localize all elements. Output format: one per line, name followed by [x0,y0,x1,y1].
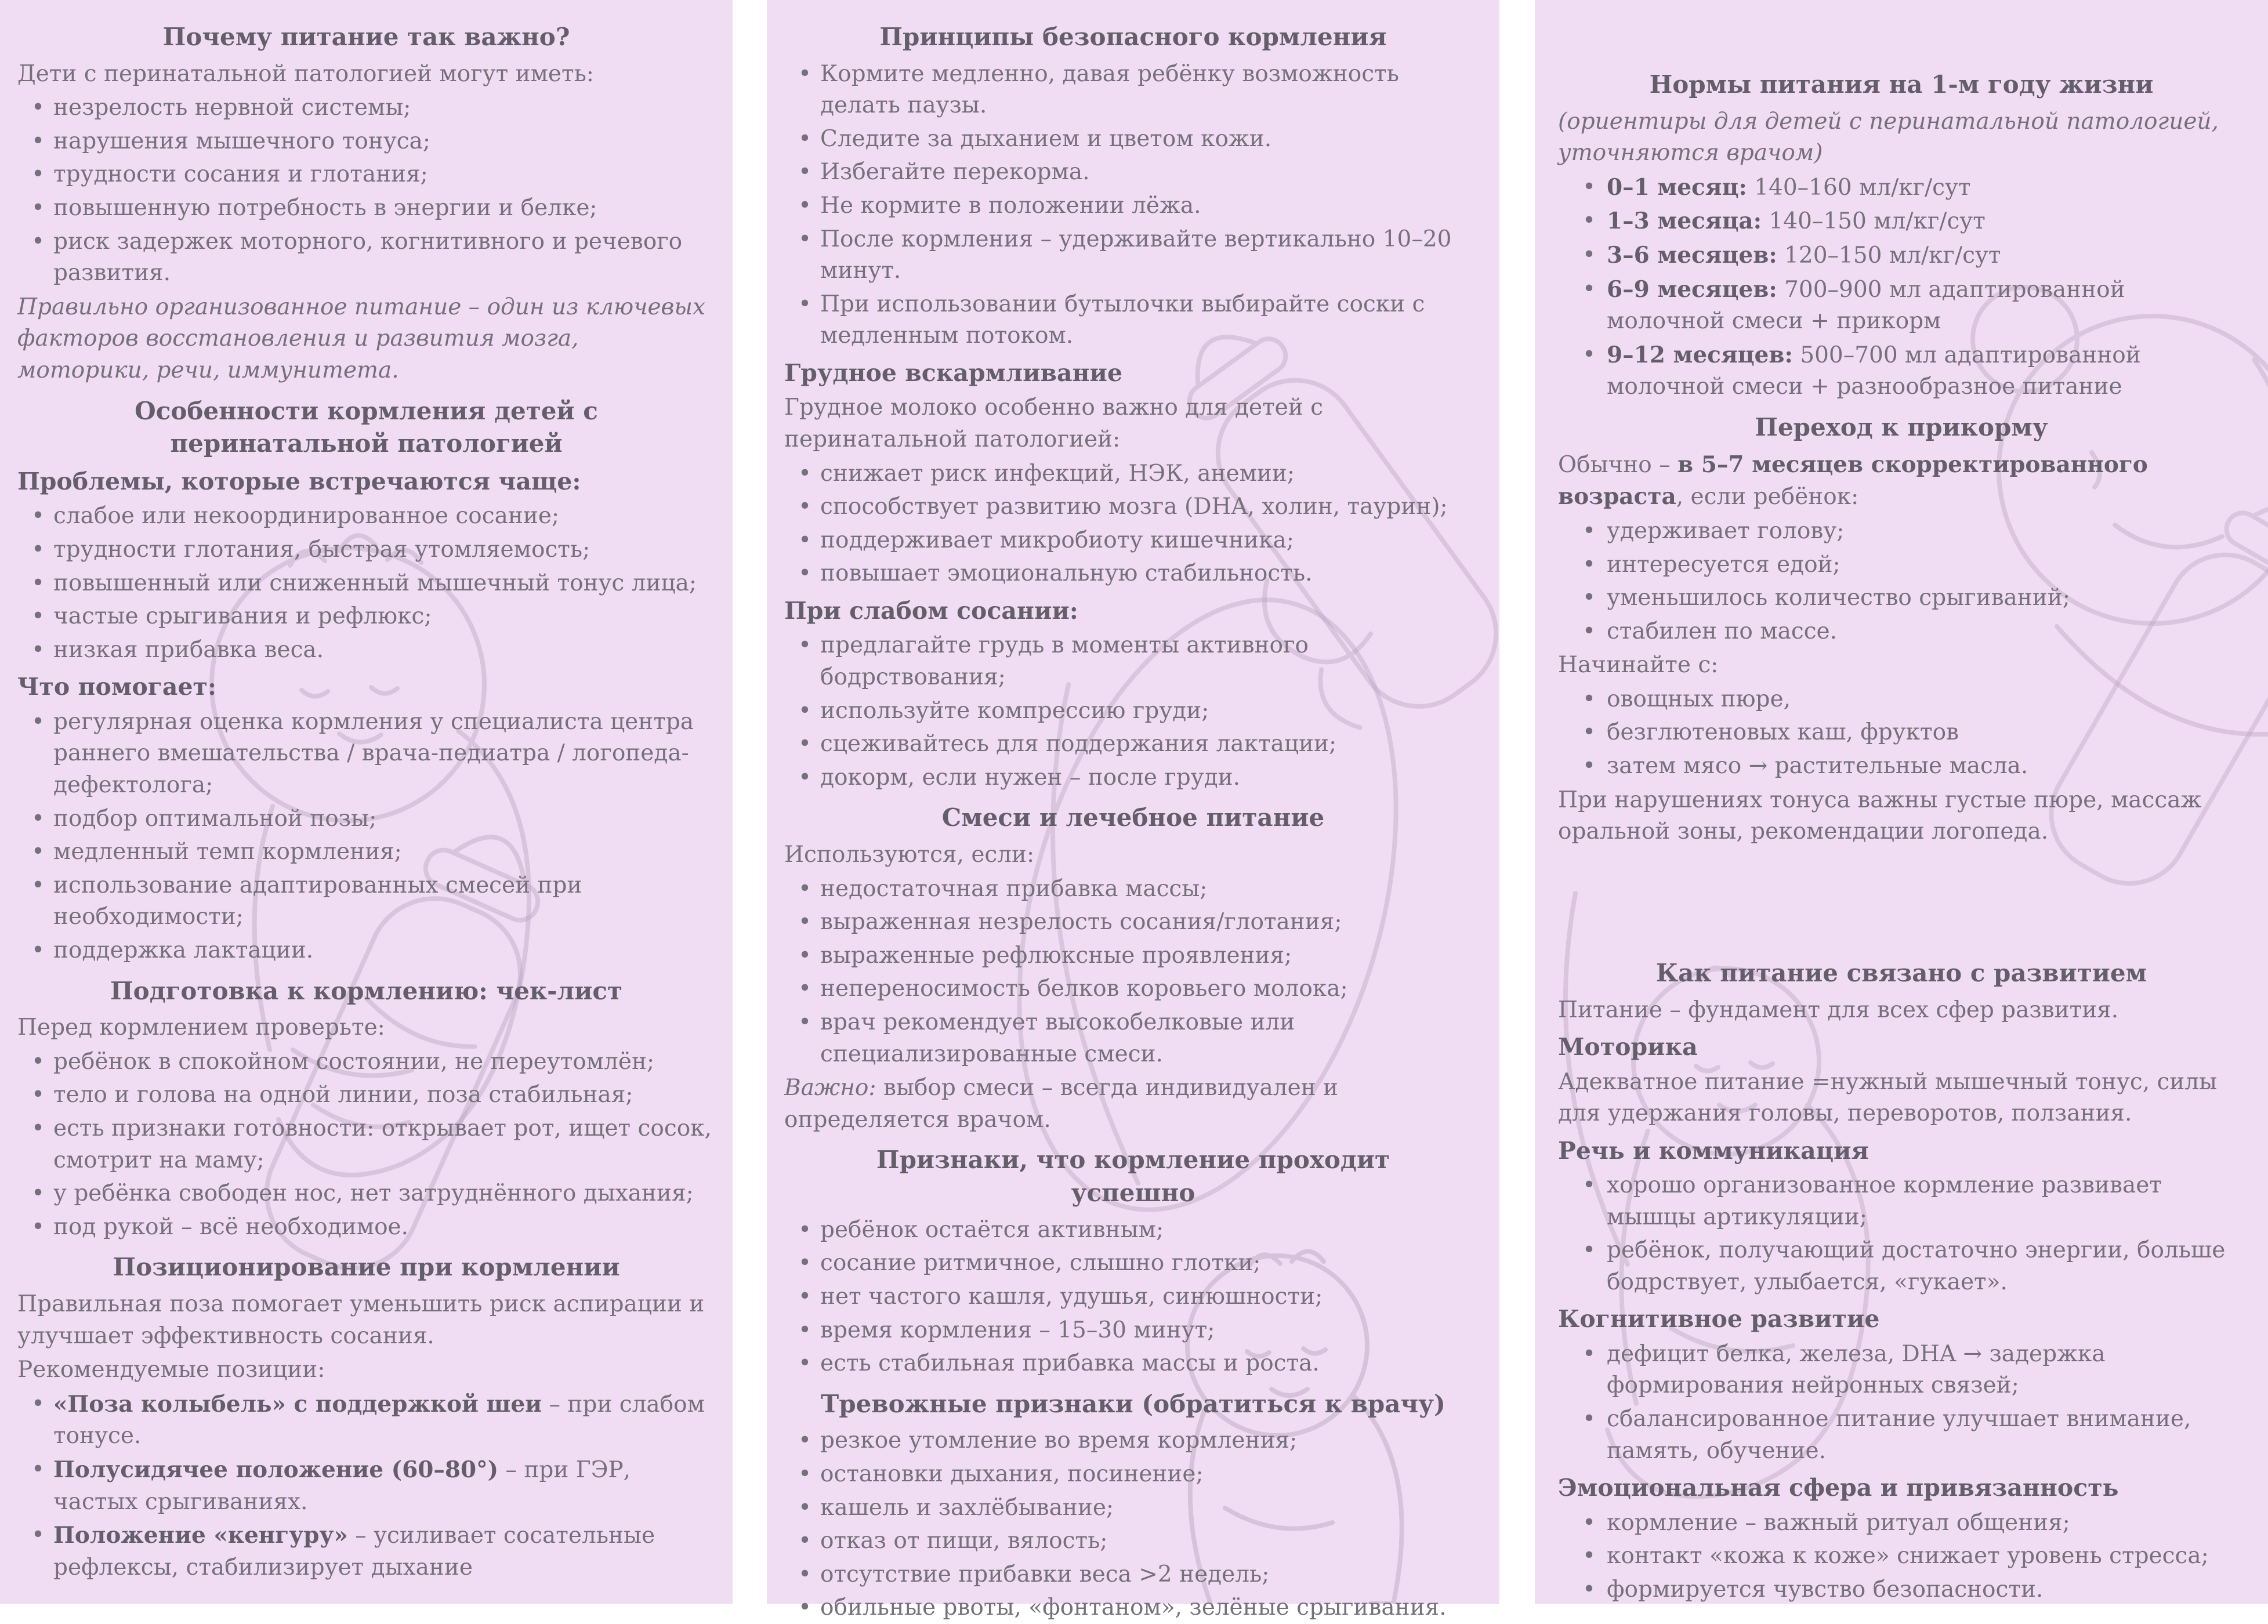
bullet-item [17,568,715,600]
section-title [814,802,1452,835]
text-run: 6–9 месяцев: [1607,276,1777,303]
text-run: недостаточная прибавка массы; [820,875,1208,902]
text-run: Важно: [784,1075,876,1101]
text-run: выбор смеси – всегда индивидуален и определяется врачом. [784,1075,1339,1133]
text-run: – усиливает сосательные рефлексы, стабилизирует дыхание [53,1522,655,1580]
section-title [48,1251,686,1284]
text-run: 700–900 мл адаптированной молочной смеси + прикорм [1607,276,2125,335]
bullet-item [784,190,1482,222]
text-run: незрелость нервной системы; [53,95,411,121]
text-run: При нарушениях тонуса важны густые пюре, массаж оральной зоны, рекомендации логопеда. [1558,786,2202,845]
panel-content-safe-feeding [784,21,1482,1624]
bullet-item [17,836,715,868]
bullet-list [17,1046,715,1244]
text-run: контакт «кожа к коже» снижает уровень стресса; [1607,1543,2209,1569]
text-run: Что помогает: [17,673,217,701]
text-run: После кормления – удерживайте вертикально 10–20 минут. [820,226,1452,284]
bullet-item [1558,1235,2245,1298]
bullet-item [784,1248,1482,1279]
bullet-item [784,1315,1482,1347]
section-title [1582,68,2220,102]
text-run: под рукой – всё необходимое. [53,1213,409,1240]
text-run: Эмоциональная сфера и привязанность [1558,1474,2119,1502]
bullet-item [17,706,715,802]
bullet-item [784,695,1482,727]
bullet-item [784,1492,1482,1524]
text-run: Позиционирование при кормлении [113,1253,620,1282]
bullet-item [784,157,1482,188]
text-run: дефицит белка, железа, DHA → задержка формирования нейронных связей; [1607,1340,2106,1399]
bullet-item [784,973,1482,1005]
text-run: Не кормите в положении лёжа. [820,193,1201,219]
text-run: Речь и коммуникация [1558,1136,1869,1165]
bullet-item [17,1520,715,1583]
text-run: При слабом сосании: [784,596,1078,625]
paragraph [17,1012,715,1044]
text-run: у ребёнка свободен нос, нет затруднённого дыхания; [53,1180,694,1207]
text-run: Правильная поза помогает уменьшить риск аспирации и улучшает эффективность сосания. [17,1291,705,1349]
text-run: 120–150 мл/кг/сут [1777,242,2001,269]
bullet-list [784,59,1482,352]
text-run: низкая прибавка веса. [53,636,324,663]
text-run: Грудное молоко особенно важно для детей с перинатальной патологией: [784,394,1323,453]
paragraph [1558,1067,2245,1130]
bullet-item [1558,172,2245,204]
bullet-item [784,873,1482,905]
bullet-item [1558,684,2245,716]
text-run: безглютеновых каш, фруктов [1607,719,1959,746]
bullet-list [1558,1339,2245,1467]
text-run: 500–700 мл адаптированной молочной смеси + разнообразное питание [1607,342,2141,400]
bullet-item [784,124,1482,155]
bullet-item [1558,1170,2245,1233]
bullet-item [17,1046,715,1078]
text-run: ребёнок остаётся активным; [820,1216,1164,1243]
text-run: слабое или некоординированное сосание; [53,503,560,530]
bullet-item [1558,616,2245,648]
text-run: Моторика [1558,1033,1698,1061]
bullet-item [784,1592,1482,1624]
bullet-item [1558,751,2245,782]
bullet-item [17,1079,715,1111]
bullet-item [17,601,715,633]
text-run: поддерживает микробиоту кишечника; [820,527,1294,553]
bullet-item [784,224,1482,287]
bullet-item [784,1348,1482,1380]
bullet-item [17,159,715,191]
text-run: нарушения мышечного тонуса; [53,128,430,154]
text-run: 140–150 мл/кг/сут [1762,208,1986,235]
section-subheading [1558,1134,2245,1168]
text-run: повышенную потребность в энергии и белке; [53,195,597,222]
text-run: Полусидячее положение (60–80°) [53,1456,499,1483]
bullet-list [1558,684,2245,782]
bullet-item [1558,516,2245,548]
text-run: сбалансированное питание улучшает внимание, память, обучение. [1607,1406,2191,1464]
section-subheading [1558,1471,2245,1505]
section-title [814,1388,1452,1421]
text-run: – при ГЭР, частых срыгиваниях. [53,1457,631,1515]
text-run: Переход к прикорму [1755,413,2048,442]
text-run: ребёнок в спокойном состоянии, не переутомлён; [53,1048,655,1075]
text-run: трудности глотания, быстрая утомляемость; [53,536,590,563]
text-run: сосание ритмичное, слышно глотки; [820,1250,1261,1277]
bullet-list [784,1215,1482,1380]
text-run: 3–6 месяцев: [1607,242,1777,269]
bullet-item [784,1215,1482,1246]
bullet-item [784,289,1482,352]
text-run: Питание – фундамент для всех сфер развития. [1558,996,2119,1023]
section-title [1582,957,2220,990]
text-run: интересуется едой; [1607,551,1841,578]
bullet-item [1558,1507,2245,1539]
bullet-item [17,1113,715,1176]
panel-safe-feeding [767,0,1499,1621]
bullet-item [17,534,715,566]
text-run: поддержка лактации. [53,937,314,963]
text-run: в 5–7 месяцев скорректированного возраста [1558,451,2148,510]
section-subheading [17,465,715,498]
text-run: нет частого кашля, удушья, синюшности; [820,1283,1323,1310]
text-run: тело и голова на одной линии, поза стабильная; [53,1082,633,1108]
bullet-item [17,635,715,666]
text-run: резкое утомление во время кормления; [820,1427,1298,1454]
bullet-item [1558,582,2245,614]
text-run: Адекватное питание =нужный мышечный тонус, силы для удержания головы, переворотов, ползания. [1558,1068,2218,1127]
text-run: отказ от пищи, вялость; [820,1528,1108,1554]
text-run: При использовании бутылочки выбирайте соски с медленным потоком. [820,291,1425,349]
text-run: Обычно – [1558,451,1678,478]
text-run: Положение «кенгуру» [53,1522,348,1549]
text-run: медленный темп кормления; [53,839,402,865]
bullet-list [784,458,1482,590]
text-run: обильные рвоты, «фонтаном», зелёные срыгивания. [820,1594,1447,1621]
text-run: подбор оптимальной позы; [53,805,377,832]
text-run: кашель и захлёбывание; [820,1494,1114,1521]
text-run: отсутствие прибавки веса >2 недель; [820,1561,1270,1587]
bullet-item [784,728,1482,760]
bullet-item [784,1425,1482,1457]
paragraph [17,292,715,387]
text-run: Рекомендуемые позиции: [17,1357,325,1383]
text-run: способствует развитию мозга (DHA, холин, таурин); [820,494,1448,520]
section-title [48,975,686,1008]
text-run: , если ребёнок: [1676,484,1859,510]
text-run: Нормы питания на 1-м году жизни [1649,70,2154,99]
bullet-list [1558,516,2245,647]
text-run: Смеси и лечебное питание [941,803,1325,832]
bullet-item [784,762,1482,794]
bullet-item [17,1454,715,1518]
text-run: Дети с перинатальной патологией могут иметь: [17,60,594,87]
text-run: Перед кормлением проверьте: [17,1014,385,1041]
text-run: Правильно организованное питание – один из ключевых факторов восстановления и развития мозга, моторики, речи, иммунитета. [17,293,706,384]
bullet-list [784,873,1482,1071]
bullet-item [17,92,715,124]
text-run: (ориентиры для детей с перинатальной патологией, уточняются врачом) [1558,108,2219,166]
section-subheading [1558,1303,2245,1336]
bullet-item [784,630,1482,693]
bullet-item [784,558,1482,590]
bullet-item [1558,1574,2245,1606]
paragraph [784,1072,1482,1136]
bullet-item [17,501,715,532]
text-run: Подготовка к кормлению: чек-лист [110,976,622,1005]
paragraph [17,1354,715,1386]
bullet-list [1558,1170,2245,1298]
text-run: удерживает голову; [1607,517,1845,544]
bullet-list [784,630,1482,793]
text-run: докорм, если нужен – после груди. [820,764,1241,791]
bullet-item [17,1178,715,1210]
bullet-item [1558,717,2245,749]
text-run: Следите за дыханием и цветом кожи. [820,125,1272,152]
paragraph [1558,106,2245,169]
text-run: повышает эмоциональную стабильность. [820,560,1313,587]
text-run: есть признаки готовности: открывает рот, ищет сосок, смотрит на маму; [53,1115,712,1173]
panel-content-feeding-importance [17,21,715,1583]
text-run: стабилен по массе. [1607,618,1838,644]
paragraph [1558,449,2245,513]
text-run: уменьшилось количество срыгиваний; [1607,585,2070,611]
text-run: формируется чувство безопасности. [1607,1576,2044,1603]
text-run: 140–160 мл/кг/сут [1747,174,1971,201]
bullet-list [17,1389,715,1584]
section-subheading [784,357,1482,390]
section-title [48,395,686,461]
section-subheading [1558,1031,2245,1064]
text-run: 1–3 месяца: [1607,208,1762,235]
text-run: – при слабом тонусе. [53,1391,705,1449]
panel-nutrition-norms [1535,0,2268,1604]
text-run: Особенности кормления детей с перинатальной патологией [135,396,598,458]
paragraph [1558,785,2245,848]
paragraph [784,392,1482,455]
section-subheading [784,594,1482,628]
text-run: повышенный или сниженный мышечный тонус лица; [53,570,697,596]
panel-feeding-importance [0,0,733,1604]
text-run: Начинайте с: [1558,652,1719,679]
text-run: сцеживайтесь для поддержания лактации; [820,731,1337,757]
text-run: остановки дыхания, посинение; [820,1461,1204,1487]
bullet-list [17,92,715,289]
bullet-item [1558,1339,2245,1402]
bullet-item [17,126,715,158]
bullet-item [1558,1540,2245,1572]
bullet-item [1558,339,2245,403]
section-title [1582,411,2220,444]
text-run: врач рекомендует высокобелковые или специализированные смеси. [820,1009,1295,1067]
text-run: «Поза колыбель» с поддержкой шеи [53,1390,542,1418]
bullet-item [17,226,715,289]
text-run: выраженные рефлюксные проявления; [820,942,1292,969]
text-run: выраженная незрелость сосания/глотания; [820,909,1342,936]
bullet-item [17,870,715,933]
text-run: непереносимость белков коровьего молока; [820,976,1348,1002]
text-run: Принципы безопасного кормления [879,23,1387,51]
bullet-item [17,803,715,835]
text-run: использование адаптированных смесей при необходимости; [53,872,582,930]
paragraph [784,839,1482,871]
text-run: Когнитивное развитие [1558,1305,1880,1333]
text-run: кормление – важный ритуал общения; [1607,1509,2070,1536]
section-title [48,21,686,54]
bullet-item [784,491,1482,523]
text-run: Почему питание так важно? [162,23,570,51]
text-run: время кормления – 15–30 минут; [820,1317,1215,1343]
text-run: Кормите медленно, давая ребёнку возможность делать паузы. [820,60,1399,119]
text-run: 9–12 месяцев: [1607,341,1793,368]
text-run: Как питание связано с развитием [1655,958,2147,987]
text-run: Избегайте перекорма. [820,159,1090,186]
bullet-item [1558,274,2245,338]
bullet-list [1558,172,2245,403]
text-run: регулярная оценка кормления у специалиста центра раннего вмешательства / врача-педиатра / логопеда-дефектолога; [53,708,694,798]
bullet-item [784,1281,1482,1313]
text-run: 0–1 месяц: [1607,173,1747,201]
bullet-list [17,501,715,666]
bullet-item [1558,205,2245,238]
paragraph [1558,995,2245,1027]
bullet-item [17,935,715,967]
text-run: Используются, если: [784,842,1035,868]
text-run: трудности сосания и глотания; [53,161,428,188]
paragraph [17,1289,715,1352]
bullet-item [784,1525,1482,1557]
bullet-item [17,1212,715,1244]
section-title [814,1144,1452,1209]
text-run: частые срыгивания и рефлюкс; [53,603,432,630]
bullet-item [784,1559,1482,1591]
bullet-item [1558,549,2245,581]
bullet-item [1558,240,2245,272]
text-run: Проблемы, которые встречаются чаще: [17,467,581,495]
bullet-item [784,59,1482,122]
bullet-list [17,706,715,967]
text-run: Грудное вскармливание [784,359,1123,387]
bullet-list [784,1425,1482,1624]
text-run: используйте компрессию груди; [820,697,1209,724]
text-run: Тревожные признаки (обратиться к врачу) [821,1389,1445,1418]
bullet-list [1558,1507,2245,1606]
text-run: Признаки, что кормление проходит успешно [876,1146,1390,1208]
bullet-item [17,1389,715,1452]
text-run: снижает риск инфекций, НЭК, анемии; [820,460,1295,487]
paragraph [17,59,715,90]
text-run: предлагайте грудь в моменты активного бодрствования; [820,632,1309,690]
bullet-item [784,940,1482,972]
text-run: овощных пюре, [1607,686,1791,712]
text-run: хорошо организованное кормление развивает мышцы артикуляции; [1607,1172,2162,1230]
bullet-item [17,193,715,224]
paragraph [1558,650,2245,682]
text-run: затем мясо → растительные масла. [1607,753,2028,780]
bullet-item [784,1459,1482,1491]
bullet-item [784,907,1482,938]
section-title [814,21,1452,54]
text-run: риск задержек моторного, когнитивного и речевого развития. [53,228,683,287]
bullet-item [784,525,1482,557]
panel-content-nutrition-norms [1558,68,2245,1605]
section-subheading [17,670,715,704]
bullet-item [784,458,1482,490]
section-spacer [1558,850,2245,949]
text-run: есть стабильная прибавка массы и роста. [820,1350,1320,1377]
bullet-item [1558,1404,2245,1467]
bullet-item [784,1007,1482,1070]
text-run: ребёнок, получающий достаточно энергии, больше бодрствует, улыбается, «гукает». [1607,1237,2226,1295]
